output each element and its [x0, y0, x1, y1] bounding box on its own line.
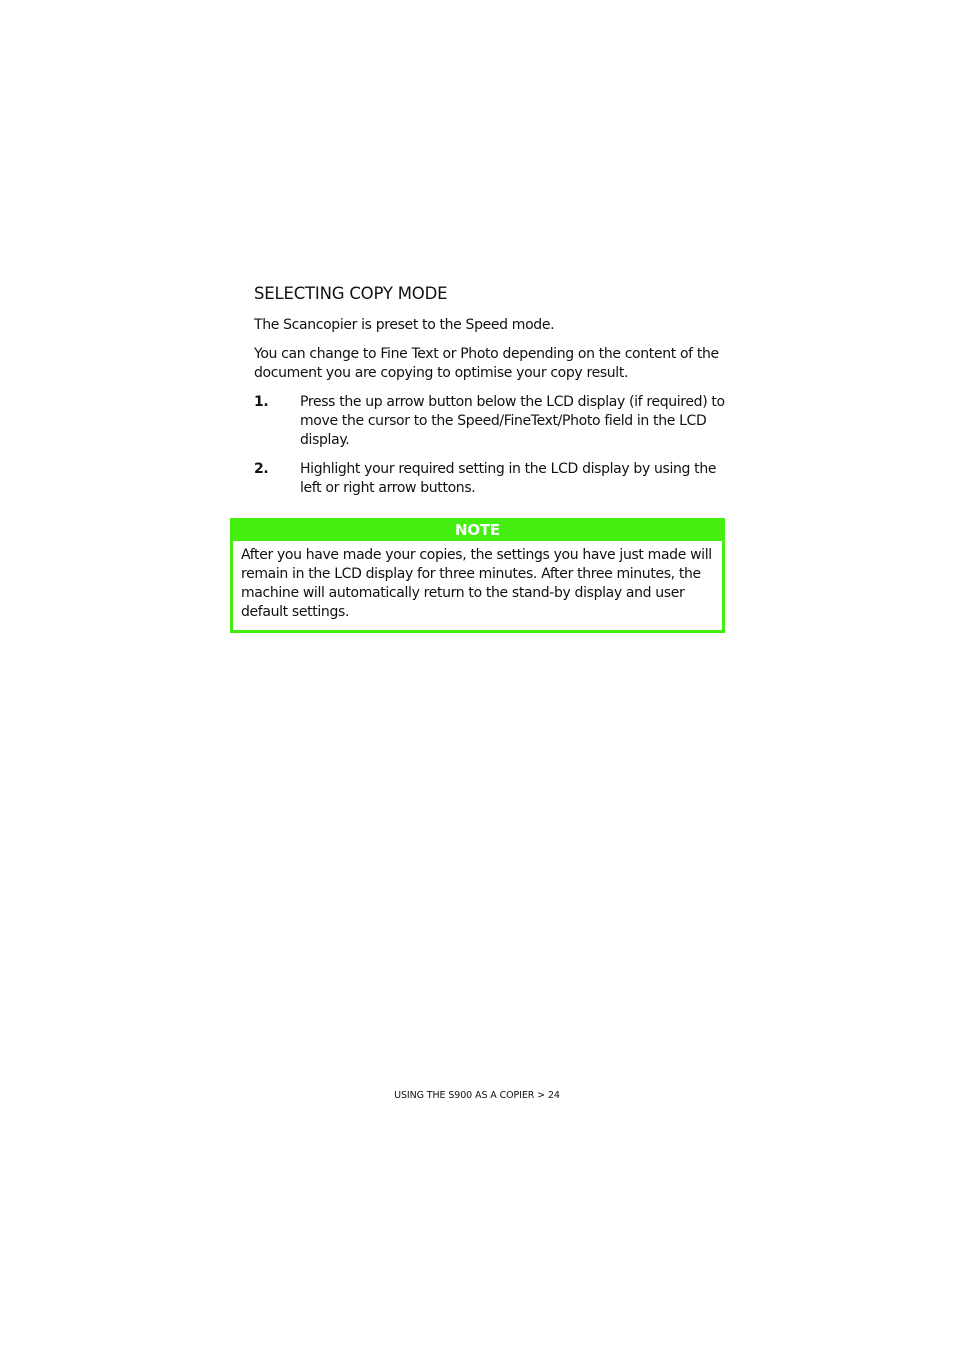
step-text: Press the up arrow button below the LCD display (if required) to move the cursor to the Speed/FineText/Photo field in the LCD display.: [300, 394, 725, 448]
step-item: [254, 460, 726, 498]
step-text: Highlight your required setting in the LCD display by using the left or right arrow buttons.: [300, 461, 717, 496]
page-footer: USING THE S900 AS A COPIER > 24: [394, 1090, 560, 1101]
note-text: After you have made your copies, the settings you have just made will remain in the LCD display for three minutes. After three minutes, the machine will automatically return to the stand-by display and user default settings.: [241, 547, 712, 620]
step-number: 1.: [254, 394, 269, 410]
options-paragraph: You can change to Fine Text or Photo depending on the content of the document you are copying to optimise your copy result.: [254, 346, 719, 381]
note-title: NOTE: [233, 520, 722, 541]
step-number: 2.: [254, 461, 269, 477]
note-box: [230, 518, 725, 633]
steps-list: [254, 393, 726, 498]
section-heading: SELECTING COPY MODE: [254, 284, 448, 303]
step-item: [254, 393, 726, 450]
intro-paragraph: The Scancopier is preset to the Speed mode.: [254, 317, 555, 333]
section-content: [254, 283, 726, 498]
